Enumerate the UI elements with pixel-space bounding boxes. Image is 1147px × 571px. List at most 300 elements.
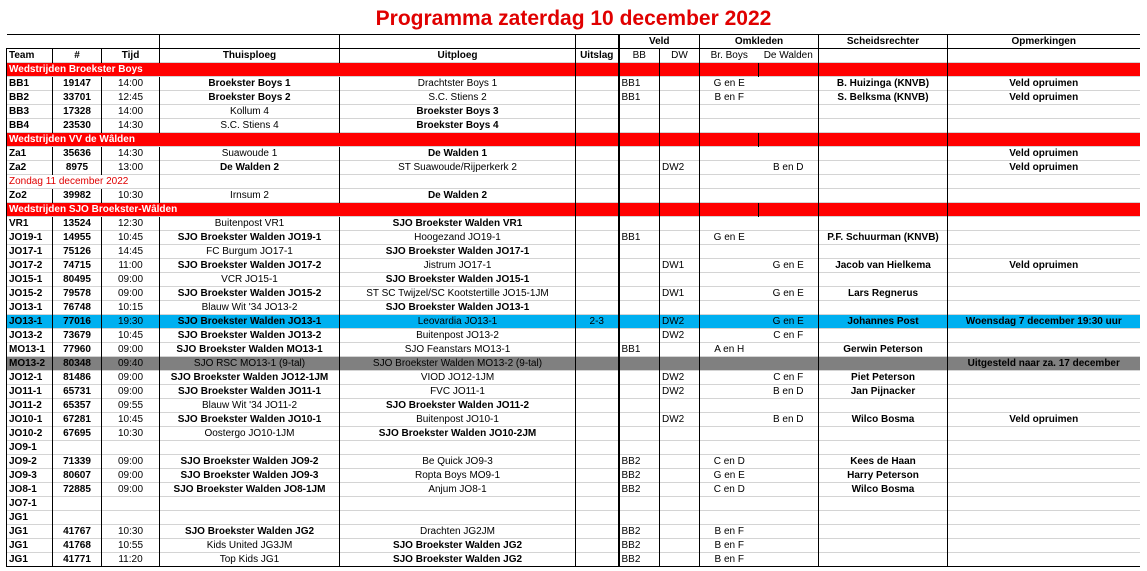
home-team-cell: SJO Broekster Walden JO15-2 <box>160 287 340 301</box>
match-row <box>7 511 1140 525</box>
time-cell: 12:45 <box>102 91 160 105</box>
away-team-cell: Drachtster Boys 1 <box>340 77 576 91</box>
away-team-cell: SJO Broekster Walden JO15-1 <box>340 273 576 287</box>
away-team-cell: SJO Broekster Walden JG2 <box>340 553 576 567</box>
referee-cell: Kees de Haan <box>819 455 948 469</box>
home-team-cell: SJO Broekster Walden JO17-2 <box>160 259 340 273</box>
dressing-br-boys-cell: A en H <box>700 343 759 357</box>
section-title: Wedstrijden SJO Broekster-Wâlden <box>7 203 576 217</box>
result-cell <box>576 231 619 245</box>
referee-cell <box>819 511 948 525</box>
match-row <box>7 371 1140 385</box>
result-cell <box>576 525 619 539</box>
dressing-de-walden-cell <box>759 91 819 105</box>
home-team-cell: Kollum 4 <box>160 105 340 119</box>
field-dw-cell: DW1 <box>660 287 700 301</box>
dressing-de-walden-cell <box>759 231 819 245</box>
time-cell: 09:00 <box>102 343 160 357</box>
remarks-cell: Veld opruimen <box>948 147 1140 161</box>
field-bb-cell <box>619 287 660 301</box>
dressing-br-boys-cell: B en F <box>700 91 759 105</box>
away-team-cell: SJO Feanstars MO13-1 <box>340 343 576 357</box>
dressing-de-walden-cell <box>759 189 819 203</box>
match-row <box>7 301 1140 315</box>
home-team-cell: Irnsum 2 <box>160 189 340 203</box>
num-cell: 8975 <box>53 161 102 175</box>
dressing-br-boys-cell <box>700 329 759 343</box>
time-cell: 09:00 <box>102 371 160 385</box>
header-num: # <box>53 49 102 63</box>
away-team-cell: SJO Broekster Walden JO11-2 <box>340 399 576 413</box>
result-cell <box>576 147 619 161</box>
match-row <box>7 147 1140 161</box>
header-de-walden: De Walden <box>759 49 819 63</box>
dressing-br-boys-cell: C en D <box>700 483 759 497</box>
match-row <box>7 343 1140 357</box>
dressing-br-boys-cell: B en F <box>700 553 759 567</box>
header-br-boys: Br. Boys <box>700 49 759 63</box>
field-bb-cell <box>619 511 660 525</box>
field-dw-cell <box>660 189 700 203</box>
remarks-cell <box>948 469 1140 483</box>
field-bb-cell: BB2 <box>619 483 660 497</box>
match-row <box>7 259 1140 273</box>
match-row <box>7 287 1140 301</box>
num-cell: 13524 <box>53 217 102 231</box>
num-cell: 65731 <box>53 385 102 399</box>
page-title: Programma zaterdag 10 december 2022 <box>375 7 772 30</box>
time-cell: 09:00 <box>102 385 160 399</box>
num-cell: 41768 <box>53 539 102 553</box>
result-cell <box>576 385 619 399</box>
dressing-br-boys-cell <box>700 399 759 413</box>
field-dw-cell <box>660 147 700 161</box>
referee-cell <box>819 399 948 413</box>
referee-cell <box>819 441 948 455</box>
result-cell <box>576 427 619 441</box>
dressing-de-walden-cell: C en F <box>759 329 819 343</box>
field-dw-cell <box>660 427 700 441</box>
header-scheidsrechter: Scheidsrechter <box>819 35 948 49</box>
home-team-cell: SJO Broekster Walden JO12-1JM <box>160 371 340 385</box>
schedule-table <box>6 34 1140 567</box>
match-row <box>7 441 1140 455</box>
num-cell: 19147 <box>53 77 102 91</box>
field-bb-cell <box>619 161 660 175</box>
field-dw-cell <box>660 273 700 287</box>
num-cell: 17328 <box>53 105 102 119</box>
dressing-br-boys-cell <box>700 427 759 441</box>
section-header-row <box>7 63 1140 77</box>
result-cell <box>576 245 619 259</box>
dressing-de-walden-cell: G en E <box>759 315 819 329</box>
time-cell: 10:45 <box>102 231 160 245</box>
field-dw-cell <box>660 525 700 539</box>
field-dw-cell <box>660 77 700 91</box>
away-team-cell: SJO Broekster Walden JO13-1 <box>340 301 576 315</box>
dressing-br-boys-cell <box>700 371 759 385</box>
result-cell <box>576 399 619 413</box>
team-cell: VR1 <box>7 217 53 231</box>
home-team-cell: SJO Broekster Walden JO11-1 <box>160 385 340 399</box>
field-dw-cell: DW2 <box>660 161 700 175</box>
away-team-cell: Jistrum JO17-1 <box>340 259 576 273</box>
num-cell: 80607 <box>53 469 102 483</box>
section-title: Wedstrijden Broekster Boys <box>7 63 576 77</box>
team-cell: MO13-2 <box>7 357 53 371</box>
field-dw-cell <box>660 469 700 483</box>
home-team-cell: SJO Broekster Walden JO8-1JM <box>160 483 340 497</box>
home-team-cell: De Walden 2 <box>160 161 340 175</box>
dressing-de-walden-cell: C en F <box>759 371 819 385</box>
dressing-br-boys-cell <box>700 385 759 399</box>
num-cell: 14955 <box>53 231 102 245</box>
remarks-cell: Woensdag 7 december 19:30 uur <box>948 315 1140 329</box>
away-team-cell: SJO Broekster Walden VR1 <box>340 217 576 231</box>
home-team-cell: Buitenpost VR1 <box>160 217 340 231</box>
remarks-cell <box>948 427 1140 441</box>
remarks-cell <box>948 217 1140 231</box>
away-team-cell: Anjum JO8-1 <box>340 483 576 497</box>
num-cell: 65357 <box>53 399 102 413</box>
num-cell: 73679 <box>53 329 102 343</box>
remarks-cell <box>948 273 1140 287</box>
dressing-br-boys-cell <box>700 189 759 203</box>
team-cell: JO10-1 <box>7 413 53 427</box>
dressing-br-boys-cell <box>700 161 759 175</box>
header-row-columns <box>7 49 1140 63</box>
remarks-cell <box>948 343 1140 357</box>
num-cell: 39982 <box>53 189 102 203</box>
team-cell: JO9-1 <box>7 441 53 455</box>
field-dw-cell <box>660 399 700 413</box>
dressing-br-boys-cell: B en F <box>700 539 759 553</box>
home-team-cell: Broekster Boys 1 <box>160 77 340 91</box>
home-team-cell <box>160 497 340 511</box>
field-dw-cell <box>660 497 700 511</box>
time-cell: 11:20 <box>102 553 160 567</box>
result-cell <box>576 441 619 455</box>
field-bb-cell: BB1 <box>619 343 660 357</box>
referee-cell <box>819 525 948 539</box>
dressing-de-walden-cell <box>759 553 819 567</box>
result-cell <box>576 161 619 175</box>
remarks-cell <box>948 511 1140 525</box>
team-cell: JG1 <box>7 525 53 539</box>
referee-cell <box>819 217 948 231</box>
referee-cell: Wilco Bosma <box>819 483 948 497</box>
time-cell: 14:30 <box>102 119 160 133</box>
dressing-br-boys-cell <box>700 441 759 455</box>
dressing-de-walden-cell <box>759 147 819 161</box>
match-row <box>7 161 1140 175</box>
home-team-cell: Blauw Wit '34 JO13-2 <box>160 301 340 315</box>
dressing-de-walden-cell <box>759 399 819 413</box>
field-bb-cell: BB1 <box>619 231 660 245</box>
away-team-cell: Hoogezand JO19-1 <box>340 231 576 245</box>
dressing-br-boys-cell <box>700 105 759 119</box>
dressing-de-walden-cell <box>759 511 819 525</box>
match-row <box>7 455 1140 469</box>
time-cell: 10:30 <box>102 427 160 441</box>
remarks-cell <box>948 371 1140 385</box>
time-cell: 09:00 <box>102 483 160 497</box>
section-header-row <box>7 203 1140 217</box>
field-bb-cell <box>619 329 660 343</box>
match-row <box>7 427 1140 441</box>
referee-cell <box>819 119 948 133</box>
dressing-br-boys-cell <box>700 245 759 259</box>
field-dw-cell <box>660 343 700 357</box>
referee-cell: Lars Regnerus <box>819 287 948 301</box>
dressing-de-walden-cell <box>759 441 819 455</box>
result-cell <box>576 413 619 427</box>
dressing-de-walden-cell <box>759 217 819 231</box>
home-team-cell: SJO Broekster Walden JO9-2 <box>160 455 340 469</box>
referee-cell <box>819 553 948 567</box>
referee-cell: S. Belksma (KNVB) <box>819 91 948 105</box>
remarks-cell <box>948 553 1140 567</box>
result-cell <box>576 287 619 301</box>
referee-cell <box>819 147 948 161</box>
field-bb-cell: BB2 <box>619 525 660 539</box>
time-cell: 11:00 <box>102 259 160 273</box>
team-cell: Zo2 <box>7 189 53 203</box>
field-bb-cell <box>619 119 660 133</box>
remarks-cell <box>948 455 1140 469</box>
home-team-cell: SJO Broekster Walden JO13-2 <box>160 329 340 343</box>
referee-cell: Piet Peterson <box>819 371 948 385</box>
field-dw-cell <box>660 245 700 259</box>
field-dw-cell <box>660 483 700 497</box>
field-dw-cell <box>660 357 700 371</box>
team-cell: JO13-1 <box>7 315 53 329</box>
match-row <box>7 231 1140 245</box>
num-cell: 77960 <box>53 343 102 357</box>
home-team-cell: SJO Broekster Walden JO10-1 <box>160 413 340 427</box>
home-team-cell: SJO Broekster Walden JG2 <box>160 525 340 539</box>
dressing-de-walden-cell <box>759 77 819 91</box>
field-bb-cell <box>619 441 660 455</box>
dressing-br-boys-cell <box>700 315 759 329</box>
match-row <box>7 77 1140 91</box>
field-bb-cell <box>619 427 660 441</box>
field-dw-cell <box>660 231 700 245</box>
match-row <box>7 329 1140 343</box>
header-veld: Veld <box>619 35 700 49</box>
dressing-de-walden-cell <box>759 455 819 469</box>
match-row <box>7 385 1140 399</box>
dressing-br-boys-cell: G en E <box>700 231 759 245</box>
away-team-cell <box>340 497 576 511</box>
team-cell: Za2 <box>7 161 53 175</box>
result-cell <box>576 343 619 357</box>
match-row <box>7 245 1140 259</box>
dressing-de-walden-cell <box>759 105 819 119</box>
dressing-br-boys-cell: G en E <box>700 469 759 483</box>
dressing-br-boys-cell <box>700 259 759 273</box>
field-dw-cell <box>660 217 700 231</box>
field-bb-cell <box>619 497 660 511</box>
referee-cell: Harry Peterson <box>819 469 948 483</box>
field-bb-cell <box>619 315 660 329</box>
num-cell: 81486 <box>53 371 102 385</box>
away-team-cell: De Walden 2 <box>340 189 576 203</box>
field-bb-cell <box>619 399 660 413</box>
away-team-cell: ST SC Twijzel/SC Kootstertille JO15-1JM <box>340 287 576 301</box>
team-cell: JO7-1 <box>7 497 53 511</box>
team-cell: JO11-2 <box>7 399 53 413</box>
dressing-de-walden-cell <box>759 539 819 553</box>
result-cell <box>576 77 619 91</box>
match-row <box>7 497 1140 511</box>
remarks-cell: Veld opruimen <box>948 161 1140 175</box>
remarks-cell <box>948 483 1140 497</box>
home-team-cell: SJO Broekster Walden JO19-1 <box>160 231 340 245</box>
remarks-cell <box>948 525 1140 539</box>
home-team-cell: Broekster Boys 2 <box>160 91 340 105</box>
field-bb-cell: BB2 <box>619 455 660 469</box>
dressing-br-boys-cell: G en E <box>700 77 759 91</box>
team-cell: BB2 <box>7 91 53 105</box>
match-row <box>7 539 1140 553</box>
result-cell <box>576 329 619 343</box>
field-dw-cell <box>660 119 700 133</box>
num-cell <box>53 497 102 511</box>
time-cell: 09:00 <box>102 469 160 483</box>
away-team-cell: SJO Broekster Walden JO10-2JM <box>340 427 576 441</box>
time-cell: 13:00 <box>102 161 160 175</box>
dressing-de-walden-cell <box>759 525 819 539</box>
away-team-cell: Be Quick JO9-3 <box>340 455 576 469</box>
match-row <box>7 119 1140 133</box>
remarks-cell: Veld opruimen <box>948 77 1140 91</box>
header-uitploeg: Uitploeg <box>340 49 576 63</box>
away-team-cell: SJO Broekster Walden MO13-2 (9-tal) <box>340 357 576 371</box>
field-bb-cell <box>619 189 660 203</box>
away-team-cell: ST Suawoude/Rijperkerk 2 <box>340 161 576 175</box>
team-cell: BB4 <box>7 119 53 133</box>
field-bb-cell: BB1 <box>619 77 660 91</box>
time-cell: 09:00 <box>102 455 160 469</box>
referee-cell <box>819 427 948 441</box>
num-cell: 80348 <box>53 357 102 371</box>
num-cell <box>53 441 102 455</box>
field-bb-cell: BB1 <box>619 91 660 105</box>
referee-cell: Gerwin Peterson <box>819 343 948 357</box>
time-cell: 12:30 <box>102 217 160 231</box>
dressing-de-walden-cell: G en E <box>759 287 819 301</box>
time-cell: 14:00 <box>102 105 160 119</box>
home-team-cell <box>160 511 340 525</box>
dressing-de-walden-cell <box>759 427 819 441</box>
away-team-cell: Broekster Boys 3 <box>340 105 576 119</box>
dressing-br-boys-cell <box>700 287 759 301</box>
header-team: Team <box>7 49 53 63</box>
field-bb-cell <box>619 147 660 161</box>
referee-cell <box>819 161 948 175</box>
header-row-groups <box>7 35 1140 49</box>
header-opmerkingen: Opmerkingen <box>948 35 1140 49</box>
dressing-de-walden-cell <box>759 273 819 287</box>
dressing-br-boys-cell <box>700 357 759 371</box>
field-dw-cell <box>660 455 700 469</box>
match-row <box>7 315 1140 329</box>
match-row <box>7 189 1140 203</box>
header-dw: DW <box>660 49 700 63</box>
time-cell: 10:15 <box>102 301 160 315</box>
section-header-row <box>7 133 1140 147</box>
remarks-cell <box>948 231 1140 245</box>
num-cell: 67695 <box>53 427 102 441</box>
away-team-cell: Buitenpost JO10-1 <box>340 413 576 427</box>
field-dw-cell: DW1 <box>660 259 700 273</box>
time-cell: 10:30 <box>102 525 160 539</box>
team-cell: JO8-1 <box>7 483 53 497</box>
field-dw-cell: DW2 <box>660 315 700 329</box>
num-cell: 23530 <box>53 119 102 133</box>
referee-cell: P.F. Schuurman (KNVB) <box>819 231 948 245</box>
match-row <box>7 553 1140 567</box>
num-cell: 76748 <box>53 301 102 315</box>
referee-cell <box>819 189 948 203</box>
dressing-br-boys-cell <box>700 147 759 161</box>
header-tijd: Tijd <box>102 49 160 63</box>
result-cell <box>576 371 619 385</box>
referee-cell <box>819 105 948 119</box>
team-cell: JO11-1 <box>7 385 53 399</box>
time-cell: 09:55 <box>102 399 160 413</box>
referee-cell <box>819 329 948 343</box>
match-row <box>7 217 1140 231</box>
result-cell <box>576 105 619 119</box>
home-team-cell: SJO Broekster Walden JO9-3 <box>160 469 340 483</box>
team-cell: JO15-1 <box>7 273 53 287</box>
team-cell: JO10-2 <box>7 427 53 441</box>
team-cell: JO13-2 <box>7 329 53 343</box>
header-bb: BB <box>619 49 660 63</box>
result-cell <box>576 539 619 553</box>
team-cell: JO17-2 <box>7 259 53 273</box>
match-row <box>7 525 1140 539</box>
dressing-br-boys-cell <box>700 217 759 231</box>
team-cell: MO13-1 <box>7 343 53 357</box>
date-note: Zondag 11 december 2022 <box>7 175 160 189</box>
remarks-cell <box>948 301 1140 315</box>
away-team-cell: SJO Broekster Walden JO17-1 <box>340 245 576 259</box>
dressing-de-walden-cell <box>759 301 819 315</box>
remarks-cell <box>948 329 1140 343</box>
dressing-de-walden-cell <box>759 119 819 133</box>
field-bb-cell <box>619 371 660 385</box>
away-team-cell: Leovardia JO13-1 <box>340 315 576 329</box>
result-cell <box>576 259 619 273</box>
remarks-cell <box>948 539 1140 553</box>
dressing-de-walden-cell <box>759 497 819 511</box>
field-dw-cell <box>660 91 700 105</box>
field-bb-cell <box>619 259 660 273</box>
num-cell: 41767 <box>53 525 102 539</box>
field-bb-cell <box>619 245 660 259</box>
num-cell: 79578 <box>53 287 102 301</box>
away-team-cell: SJO Broekster Walden JG2 <box>340 539 576 553</box>
num-cell: 41771 <box>53 553 102 567</box>
time-cell: 19:30 <box>102 315 160 329</box>
num-cell: 75126 <box>53 245 102 259</box>
result-cell <box>576 553 619 567</box>
away-team-cell: Ropta Boys MO9-1 <box>340 469 576 483</box>
away-team-cell: Buitenpost JO13-2 <box>340 329 576 343</box>
